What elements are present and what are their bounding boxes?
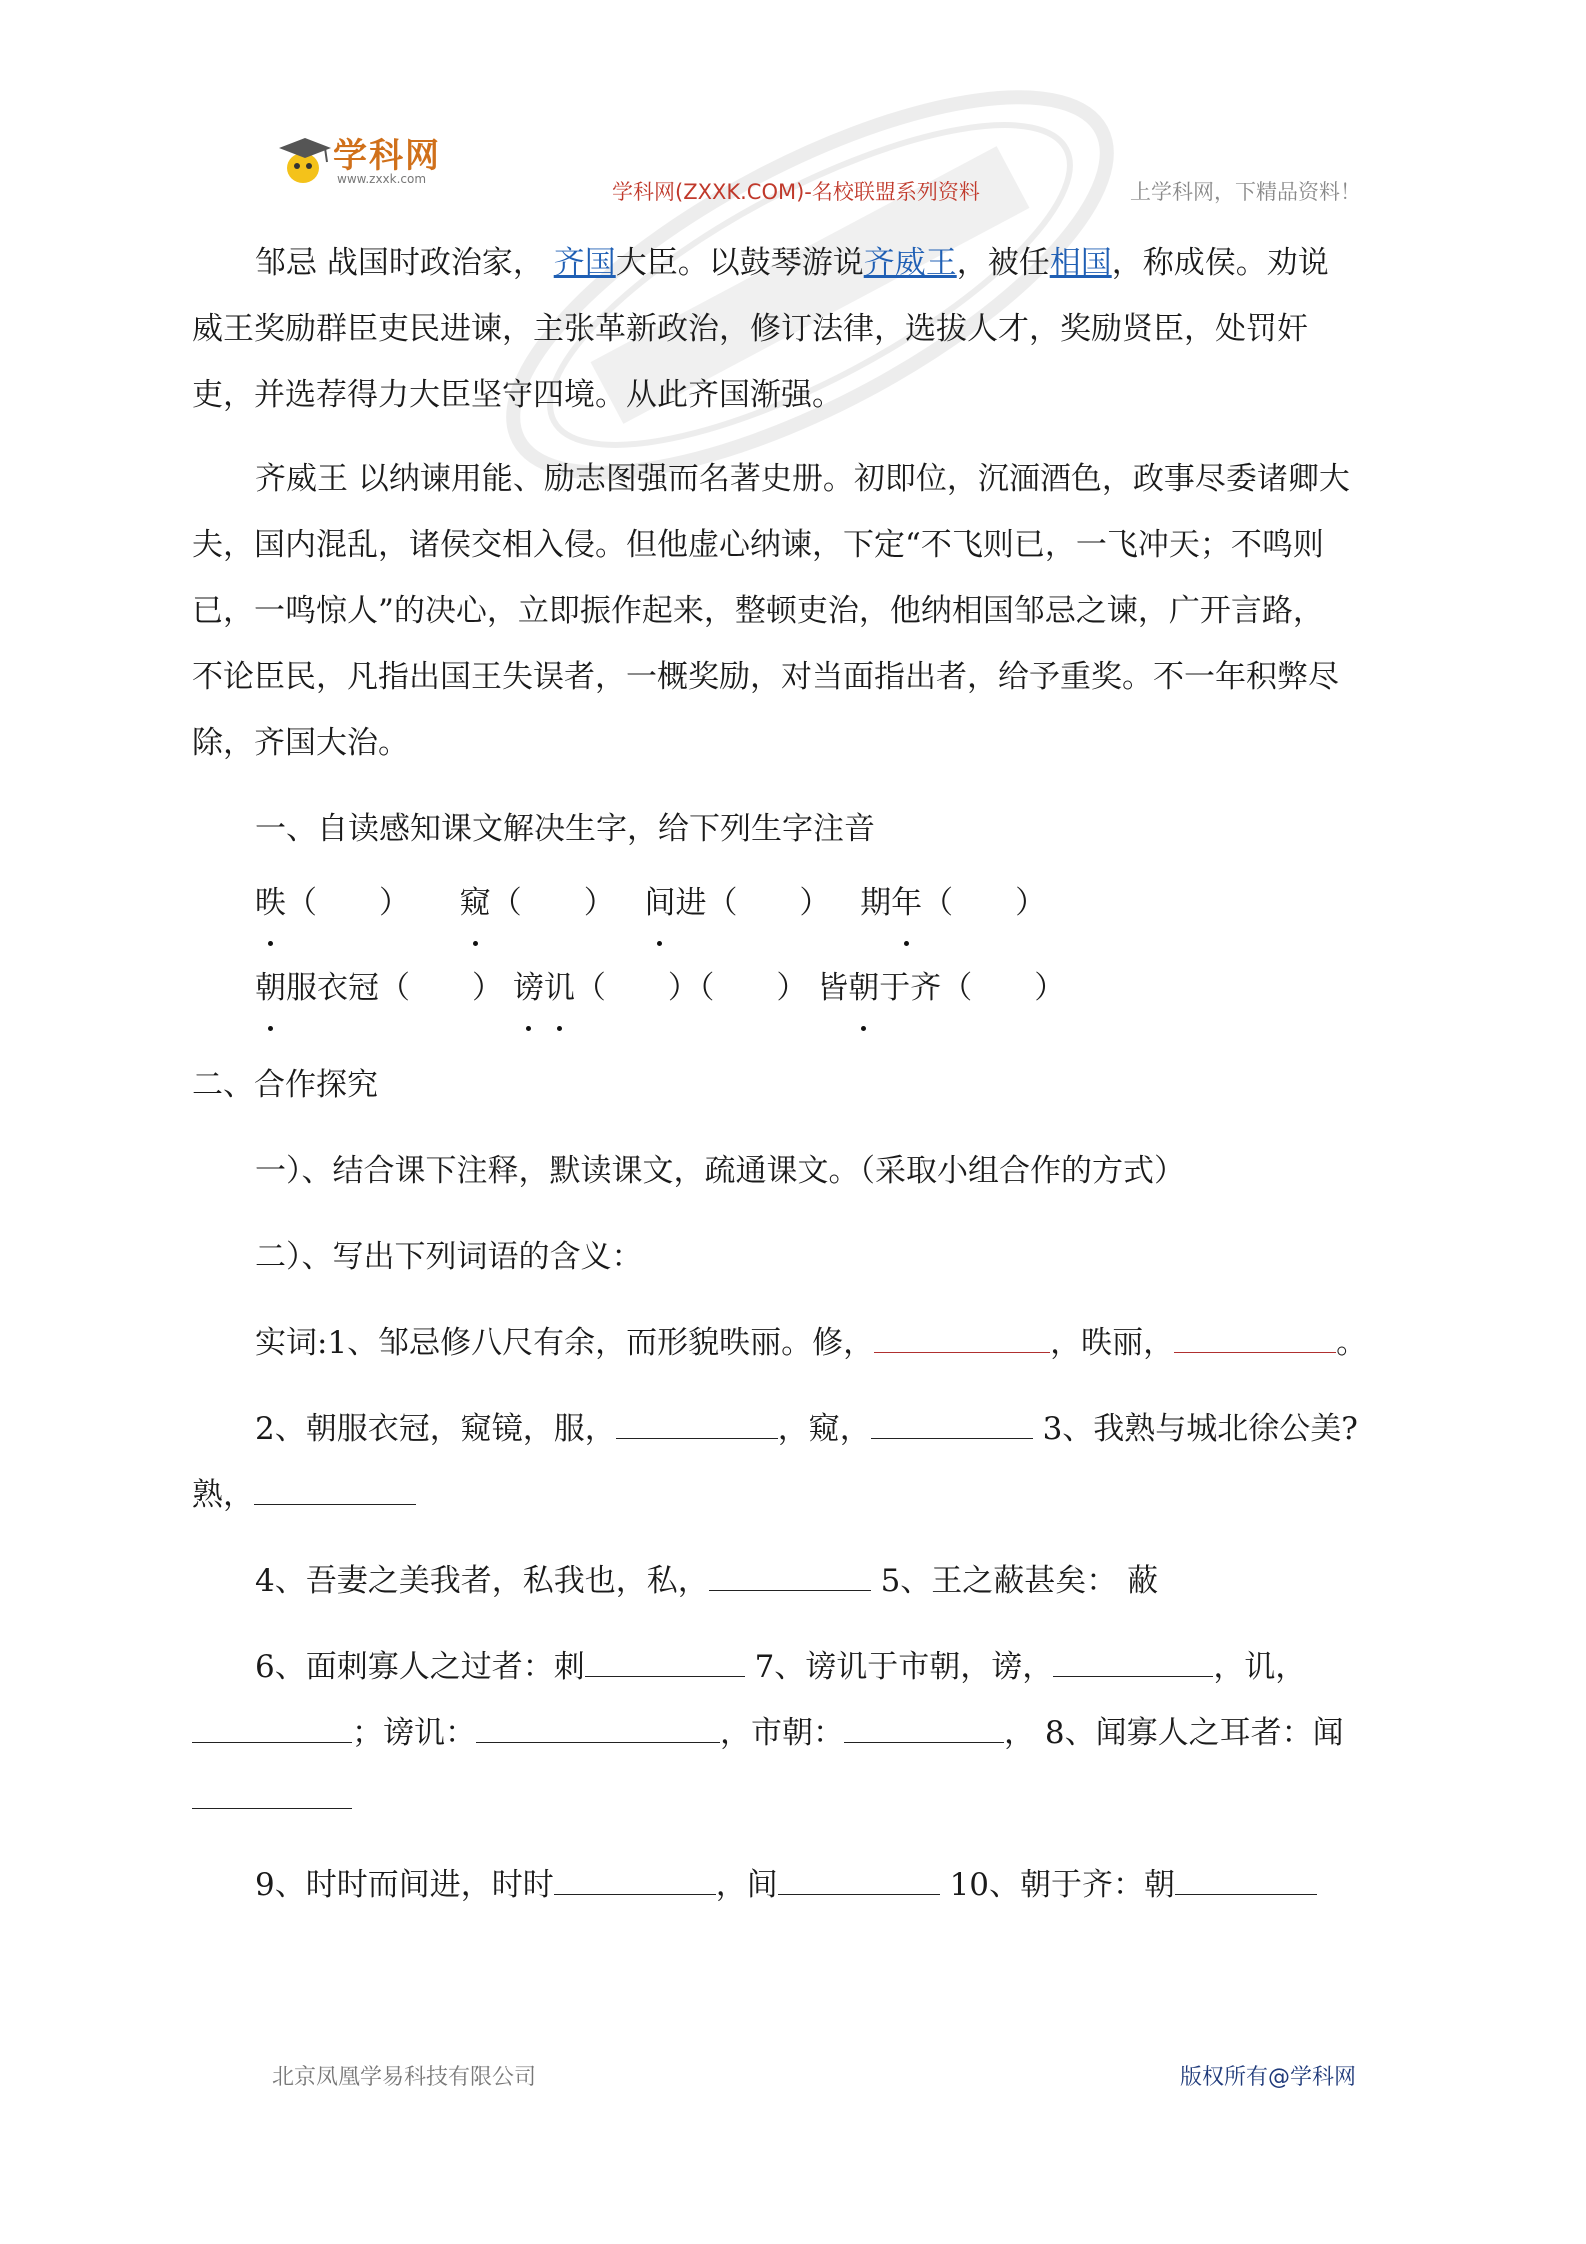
question-2 [255, 1396, 1358, 1462]
answer-blank[interactable] [709, 1562, 871, 1591]
answer-blank[interactable] [192, 1714, 352, 1743]
pinyin-blank: （ ） [574, 970, 699, 1006]
intro-p1-line2: 威王奖励群臣吏民进谏，主张革新政治，修订法律，选拔人才，奖励贤臣，处罚奸 [192, 311, 1308, 347]
dotted-char: 谤 [513, 955, 544, 1021]
answer-blank[interactable] [1175, 1866, 1317, 1895]
question-text: 。 [1336, 1325, 1368, 1361]
answer-blank[interactable] [254, 1476, 416, 1505]
mortarboard-mascot-icon [275, 134, 333, 192]
header-right-text: 上学科网，下精品资料！ [1130, 180, 1361, 204]
dotted-char: 年 [891, 870, 922, 936]
dotted-char: 间 [644, 870, 675, 936]
question-text: ， 8、闻寡人之耳者：闻 [1004, 1715, 1344, 1751]
dotted-char: 讥 [544, 955, 575, 1021]
logo-subtext: www.zxxk.com [337, 172, 427, 186]
plain-char: 皆 [817, 970, 849, 1006]
intro-p2-line4: 不论臣民，凡指出国王失误者，一概奖励，对当面指出者，给予重奖。不一年积弊尽 [192, 659, 1339, 695]
intro-p2-line1: 齐威王 以纳谏用能、励志图强而名著史册。初即位，沉湎酒色，政事尽委诸卿大 [255, 461, 1350, 497]
question-text: 熟， [192, 1477, 254, 1513]
question-text: ，窥， [777, 1411, 871, 1447]
question-text: 6、面刺寡人之过者：刺 [255, 1649, 585, 1685]
link-xiangguo[interactable]: 相国 [1049, 245, 1112, 281]
intro-text: 大臣。以鼓琴游说 [615, 245, 864, 281]
answer-blank[interactable] [476, 1714, 720, 1743]
question-text: ，市朝： [720, 1715, 844, 1751]
question-6-7 [255, 1634, 1306, 1700]
question-text: ；谤讥： [352, 1715, 476, 1751]
section2-title: 二、合作探究 [192, 1067, 378, 1103]
pinyin-blank: （ ） [490, 885, 615, 921]
question-9-10 [255, 1852, 1317, 1918]
link-qiweiwang[interactable]: 齐威王 [863, 245, 957, 281]
logo [275, 128, 455, 198]
answer-blank[interactable] [874, 1324, 1050, 1353]
intro-text: 邹忌 战国时政治家， [255, 245, 544, 281]
question-text: ，昳丽， [1050, 1325, 1175, 1361]
dotted-char: 窥 [460, 870, 491, 936]
question-text: 10、朝于齐：朝 [939, 1867, 1176, 1903]
question-1 [255, 1310, 1367, 1376]
answer-blank[interactable] [616, 1410, 778, 1439]
pinyin-blank: （ ） [379, 970, 503, 1006]
dotted-char: 朝 [848, 955, 879, 1021]
link-qiguo[interactable]: 齐国 [553, 245, 616, 281]
logo-text: 学科网 [333, 136, 441, 176]
pinyin-row-1 [255, 870, 1046, 936]
dotted-char: 朝 [255, 955, 286, 1021]
plain-char: 进 [675, 885, 707, 921]
question-3 [192, 1462, 416, 1528]
section1-title: 一、自读感知课文解决生字，给下列生字注音 [255, 811, 875, 847]
header [0, 0, 1586, 220]
question-text: 2、朝服衣冠，窥镜，服， [255, 1411, 616, 1447]
question-4-5 [255, 1548, 1158, 1614]
answer-blank[interactable] [585, 1648, 745, 1677]
answer-blank[interactable] [1053, 1648, 1213, 1677]
pinyin-blank: （ ） [698, 970, 808, 1006]
question-text: 5、王之蔽甚矣： 蔽 [870, 1563, 1159, 1599]
pinyin-blank: （ ） [941, 970, 1066, 1006]
answer-blank[interactable] [192, 1780, 352, 1809]
answer-blank[interactable] [778, 1866, 940, 1895]
pinyin-blank: （ ） [922, 885, 1047, 921]
intro-p1-line3: 吏，并选荐得力大臣坚守四境。从此齐国渐强。 [192, 377, 843, 413]
plain-char: 期 [860, 885, 892, 921]
question-text: 3、我熟与城北徐公美? [1032, 1411, 1358, 1447]
question-text: 9、时时而间进，时时 [255, 1867, 554, 1903]
intro-p2-line3: 已，一鸣惊人”的决心，立即振作起来，整顿吏治，他纳相国邹忌之谏，广开言路， [192, 593, 1324, 629]
footer-copyright: 版权所有@学科网 [1180, 2065, 1357, 2090]
plain-char: 于齐 [879, 970, 942, 1006]
question-7-8 [192, 1700, 1344, 1766]
question-text: 4、吾妻之美我者，私我也，私， [255, 1563, 709, 1599]
pinyin-blank: （ ） [286, 885, 410, 921]
answer-blank[interactable] [554, 1866, 716, 1895]
question-text: 实词:1、邹忌修八尺有余，而形貌昳丽。修， [255, 1325, 875, 1361]
footer-company: 北京凤凰学易科技有限公司 [272, 2065, 537, 2090]
intro-p2-line5: 除，齐国大治。 [192, 725, 409, 761]
section2-sub1: 一）、结合课下注释，默读课文，疏通课文。（采取小组合作的方式） [255, 1153, 1185, 1189]
intro-text: ，被任 [956, 245, 1050, 281]
question-8-blank [192, 1766, 352, 1832]
question-text: 7、谤讥于市朝，谤， [744, 1649, 1054, 1685]
answer-blank[interactable] [871, 1410, 1033, 1439]
intro-p2-line2: 夫，国内混乱，诸侯交相入侵。但他虚心纳谏，下定“不飞则已，一飞冲天；不鸣则 [192, 527, 1324, 563]
answer-blank[interactable] [844, 1714, 1004, 1743]
question-text: ，间 [715, 1867, 778, 1903]
dotted-char: 昳 [255, 870, 286, 936]
pinyin-blank: （ ） [706, 885, 831, 921]
intro-p1-line1 [255, 230, 1329, 296]
section2-sub2: 二）、写出下列词语的含义： [255, 1239, 643, 1275]
pinyin-row-2 [255, 955, 1065, 1021]
question-text: ，讥， [1213, 1649, 1307, 1685]
header-center-text: 学科网(ZXXK.COM)-名校联盟系列资料 [612, 180, 980, 204]
plain-char: 服衣冠 [286, 970, 379, 1006]
answer-blank[interactable] [1174, 1324, 1336, 1353]
intro-text: ，称成侯。劝说 [1111, 245, 1329, 281]
